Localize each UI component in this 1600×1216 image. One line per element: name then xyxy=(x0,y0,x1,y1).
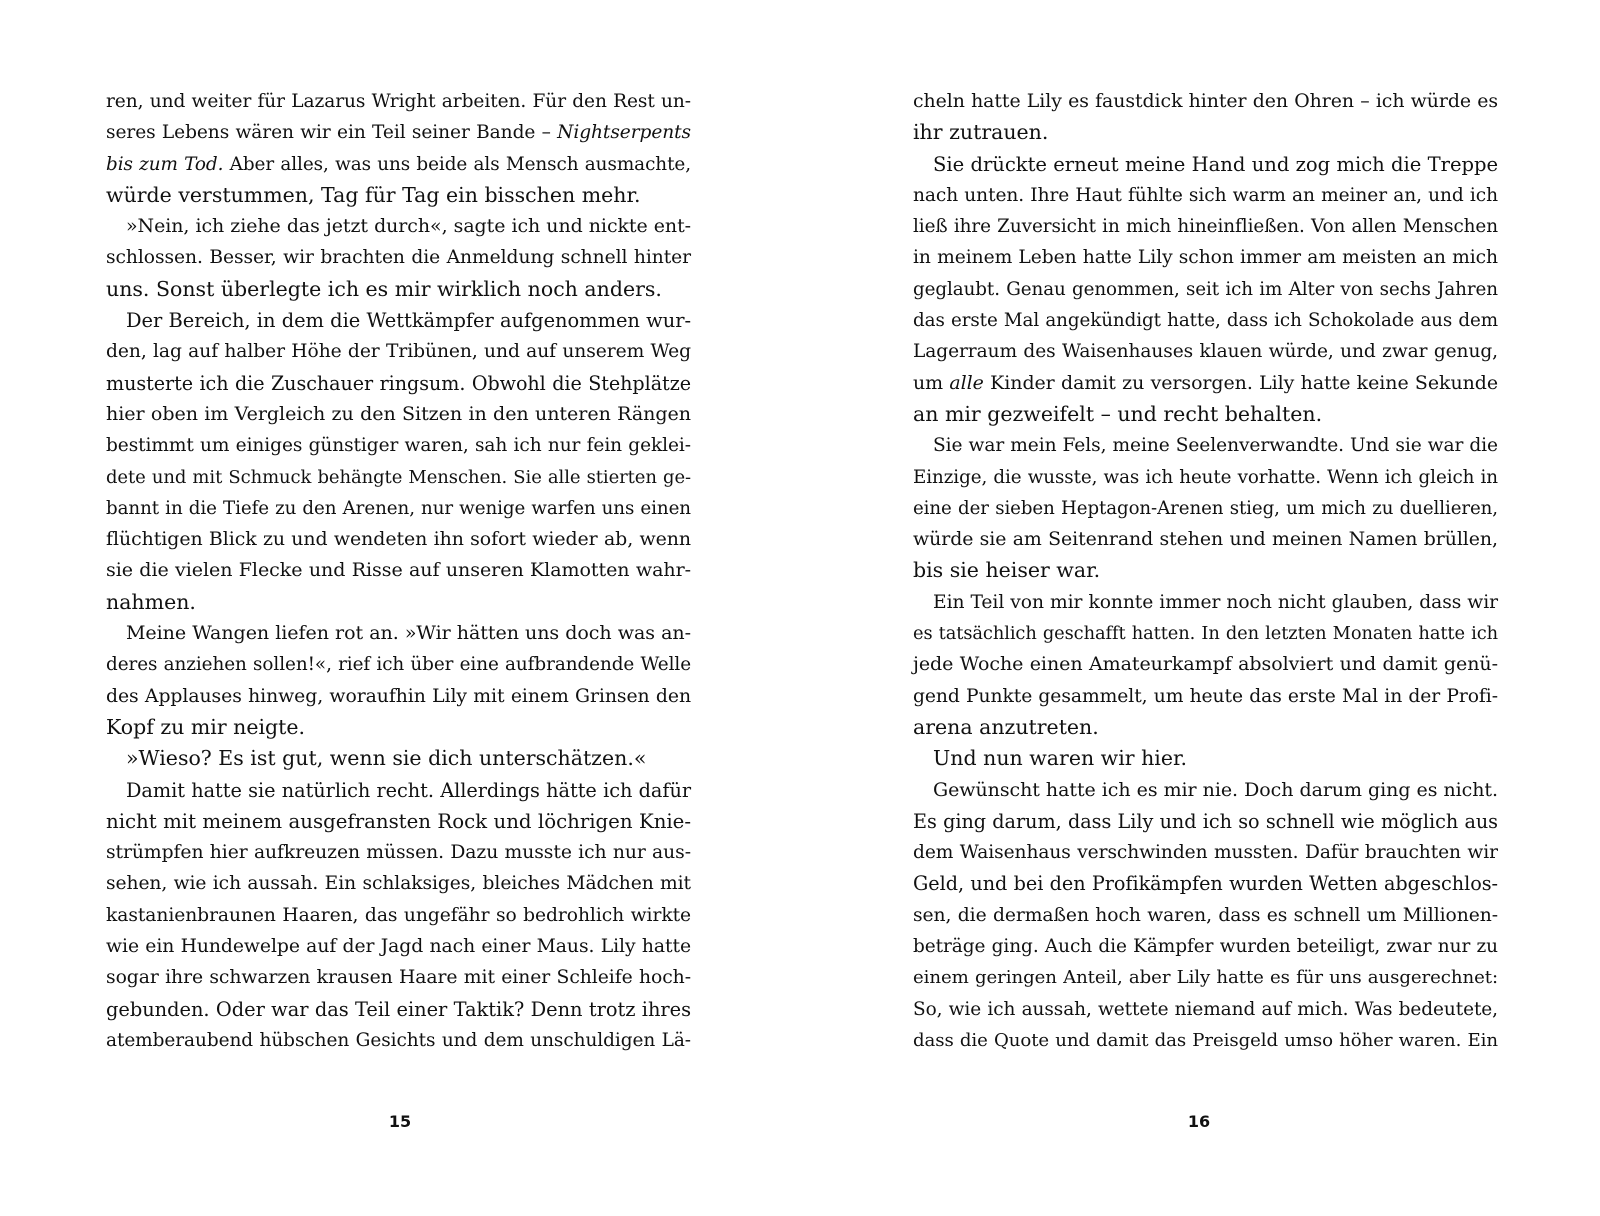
text-line xyxy=(913,493,1498,524)
text-segment: schlossen. Besser, wir brachten die Anmeldung schnell hinter xyxy=(106,247,691,269)
text-line xyxy=(913,681,1498,712)
text-segment: deres anziehen sollen!«, rief ich über eine aufbrandende Welle xyxy=(106,654,691,676)
text-line xyxy=(913,587,1498,618)
left-page-text xyxy=(106,86,691,1056)
text-segment: gend Punkte gesammelt, um heute das erste Mal in der Profi- xyxy=(913,685,1498,707)
text-line xyxy=(106,86,691,117)
right-page-number: 16 xyxy=(1187,1112,1211,1131)
text-line xyxy=(913,743,1498,774)
text-line xyxy=(106,681,691,712)
text-segment: würde sie am Seitenrand stehen und meinen Namen brüllen, xyxy=(913,528,1498,551)
text-line xyxy=(106,368,691,399)
text-line xyxy=(106,430,691,461)
text-line xyxy=(913,806,1498,837)
text-line xyxy=(106,962,691,993)
text-segment: Damit hatte sie natürlich recht. Allerdings hätte ich dafür xyxy=(126,778,691,802)
text-line xyxy=(913,399,1498,430)
text-segment: geglaubt. Genau genommen, seit ich im Alter von sechs Jahren xyxy=(913,278,1498,300)
text-line xyxy=(106,149,691,180)
text-segment: bestimmt um einiges günstiger waren, sah ich nur fein geklei- xyxy=(106,435,691,457)
left-page-number: 15 xyxy=(388,1112,412,1131)
text-line xyxy=(106,211,691,242)
text-line xyxy=(913,712,1498,743)
text-line xyxy=(913,524,1498,555)
text-segment: musterte ich die Zuschauer ringsum. Obwohl die Stehplätze xyxy=(106,371,691,395)
text-line xyxy=(106,242,691,273)
text-line xyxy=(913,837,1498,868)
text-segment: jede Woche einen Amateurkampf absolviert und damit genü- xyxy=(913,653,1498,676)
text-segment: es tatsächlich geschafft hatten. In den letzten Monaten hatte ich xyxy=(913,623,1498,645)
text-segment: Aber alles, was uns beide als Mensch ausmachte, xyxy=(223,153,691,175)
text-segment: einem geringen Anteil, aber Lily hatte es für uns ausgerechnet: xyxy=(913,967,1498,989)
text-line xyxy=(913,868,1498,899)
text-line xyxy=(913,305,1498,336)
text-line xyxy=(913,242,1498,273)
text-line xyxy=(913,1025,1498,1056)
text-segment: in meinem Leben hatte Lily schon immer am meisten an mich xyxy=(913,247,1498,269)
text-line xyxy=(106,900,691,931)
text-line xyxy=(106,305,691,336)
text-line xyxy=(913,555,1498,586)
text-segment: So, wie ich aussah, wettete niemand auf mich. Was bedeutete, xyxy=(913,998,1498,1020)
text-line xyxy=(106,649,691,680)
text-line xyxy=(913,900,1498,931)
text-segment: würde verstummen, Tag für Tag ein bisschen mehr. xyxy=(106,182,641,207)
text-segment: Geld, und bei den Profikämpfen wurden Wetten abgeschlos- xyxy=(913,872,1498,896)
text-segment: Meine Wangen liefen rot an. »Wir hätten uns doch was an- xyxy=(126,622,691,645)
text-line xyxy=(913,618,1498,649)
text-line xyxy=(913,211,1498,242)
text-segment: Einzige, die wusste, was ich heute vorhatte. Wenn ich gleich in xyxy=(913,466,1498,488)
text-line xyxy=(106,493,691,524)
text-line xyxy=(913,430,1498,461)
text-segment: ren, und weiter für Lazarus Wright arbeiten. Für den Rest un- xyxy=(106,91,691,112)
text-segment: uns. Sonst überlegte ich es mir wirklich noch anders. xyxy=(106,276,662,301)
text-segment: Sie war mein Fels, meine Seelenverwandte. Und sie war die xyxy=(933,435,1498,457)
text-segment: des Applauses hinweg, woraufhin Lily mit einem Grinsen den xyxy=(106,685,691,707)
text-line xyxy=(106,837,691,868)
text-segment: Es ging darum, dass Lily und ich so schnell wie möglich aus xyxy=(913,809,1498,833)
text-line xyxy=(913,962,1498,993)
text-segment: sehen, wie ich aussah. Ein schlaksiges, bleiches Mädchen mit xyxy=(106,873,691,895)
text-segment: seres Lebens wären wir ein Teil seiner Bande – xyxy=(106,122,558,144)
text-segment: atemberaubend hübschen Gesichts und dem unschuldigen Lä- xyxy=(106,1029,691,1051)
italic-text: bis zum Tod. xyxy=(106,153,224,175)
text-segment: Ein Teil von mir konnte immer noch nicht glauben, dass wir xyxy=(933,591,1498,613)
text-segment: an mir gezweifelt – und recht behalten. xyxy=(913,401,1323,426)
text-segment: cheln hatte Lily es faustdick hinter den Ohren – ich würde es xyxy=(913,90,1498,112)
text-segment: hier oben im Vergleich zu den Sitzen in den unteren Rängen xyxy=(106,402,691,425)
text-line xyxy=(106,336,691,367)
text-line xyxy=(913,994,1498,1025)
text-segment: flüchtigen Blick zu und wendeten ihn sofort wieder ab, wenn xyxy=(106,528,691,551)
text-segment: um xyxy=(913,371,950,394)
text-line xyxy=(106,399,691,430)
text-segment: ihr zutrauen. xyxy=(913,120,1049,145)
text-segment: Gewünscht hatte ich es mir nie. Doch darum ging es nicht. xyxy=(933,778,1498,801)
text-line xyxy=(913,462,1498,493)
text-line xyxy=(913,649,1498,680)
text-segment: dass die Quote und damit das Preisgeld umso höher waren. Ein xyxy=(913,1029,1498,1051)
text-line xyxy=(913,180,1498,211)
text-segment: eine der sieben Heptagon-Arenen stieg, um mich zu duellieren, xyxy=(913,497,1498,519)
text-segment: sen, die dermaßen hoch waren, dass es schnell um Millionen- xyxy=(913,904,1498,926)
text-line xyxy=(106,524,691,555)
text-line xyxy=(106,274,691,305)
text-segment: ließ ihre Zuversicht in mich hineinfließen. Von allen Menschen xyxy=(913,216,1498,238)
text-line xyxy=(106,587,691,618)
text-segment: dem Waisenhaus verschwinden mussten. Dafür brauchten wir xyxy=(913,842,1498,864)
text-line xyxy=(106,868,691,899)
text-line xyxy=(913,368,1498,399)
text-segment: sogar ihre schwarzen krausen Haare mit einer Schleife hoch- xyxy=(106,967,691,989)
text-segment: nahmen. xyxy=(106,589,196,614)
text-segment: arena anzutreten. xyxy=(913,714,1099,739)
text-segment: strümpfen hier aufkreuzen müssen. Dazu musste ich nur aus- xyxy=(106,842,691,864)
italic-text: Nightserpents xyxy=(557,122,691,144)
text-segment: bis sie heiser war. xyxy=(913,558,1101,583)
text-line xyxy=(106,775,691,806)
text-segment: Sie drückte erneut meine Hand und zog mich die Treppe xyxy=(933,152,1498,176)
text-segment: Kinder damit zu versorgen. Lily hatte keine Sekunde xyxy=(983,371,1498,394)
text-line xyxy=(913,931,1498,962)
text-segment: »Wieso? Es ist gut, wenn sie dich unterschätzen.« xyxy=(126,746,647,771)
text-segment: dete und mit Schmuck behängte Menschen. Sie alle stierten ge- xyxy=(106,466,691,488)
text-segment: Kopf zu mir neigte. xyxy=(106,714,306,739)
text-line xyxy=(106,743,691,774)
text-segment: »Nein, ich ziehe das jetzt durch«, sagte ich und nickte ent- xyxy=(126,215,691,238)
text-line xyxy=(106,618,691,649)
text-segment: wie ein Hundewelpe auf der Jagd nach einer Maus. Lily hatte xyxy=(106,936,691,958)
text-line xyxy=(913,775,1498,806)
text-segment: nach unten. Ihre Haut fühlte sich warm an meiner an, und ich xyxy=(913,184,1498,206)
right-page xyxy=(800,0,1600,1216)
text-line xyxy=(106,994,691,1025)
text-segment: Und nun waren wir hier. xyxy=(933,746,1188,771)
text-line xyxy=(913,149,1498,180)
text-segment: Der Bereich, in dem die Wettkämpfer aufgenommen wur- xyxy=(126,309,691,333)
text-line xyxy=(106,555,691,586)
text-segment: sie die vielen Flecke und Risse auf unseren Klamotten wahr- xyxy=(106,559,691,582)
text-segment: nicht mit meinem ausgefransten Rock und löchrigen Knie- xyxy=(106,809,691,833)
text-line xyxy=(106,117,691,148)
text-segment: Lagerraum des Waisenhauses klauen würde, und zwar genug, xyxy=(913,341,1498,363)
text-line xyxy=(913,117,1498,148)
text-segment: den, lag auf halber Höhe der Tribünen, und auf unserem Weg xyxy=(106,341,691,363)
text-segment: bannt in die Tiefe zu den Arenen, nur wenige warfen uns einen xyxy=(106,497,691,519)
text-line xyxy=(106,1025,691,1056)
text-segment: das erste Mal angekündigt hatte, dass ich Schokolade aus dem xyxy=(913,310,1498,332)
italic-text: alle xyxy=(949,371,984,394)
text-line xyxy=(913,274,1498,305)
text-segment: beträge ging. Auch die Kämpfer wurden beteiligt, zwar nur zu xyxy=(913,936,1498,958)
text-line xyxy=(106,712,691,743)
text-line xyxy=(913,86,1498,117)
text-line xyxy=(106,180,691,211)
text-segment: gebunden. Oder war das Teil einer Taktik? Denn trotz ihres xyxy=(106,997,691,1021)
right-page-text xyxy=(913,86,1498,1056)
text-line xyxy=(106,462,691,493)
text-line xyxy=(106,931,691,962)
text-segment: kastanienbraunen Haaren, das ungefähr so bedrohlich wirkte xyxy=(106,904,691,926)
text-line xyxy=(913,336,1498,367)
text-line xyxy=(106,806,691,837)
